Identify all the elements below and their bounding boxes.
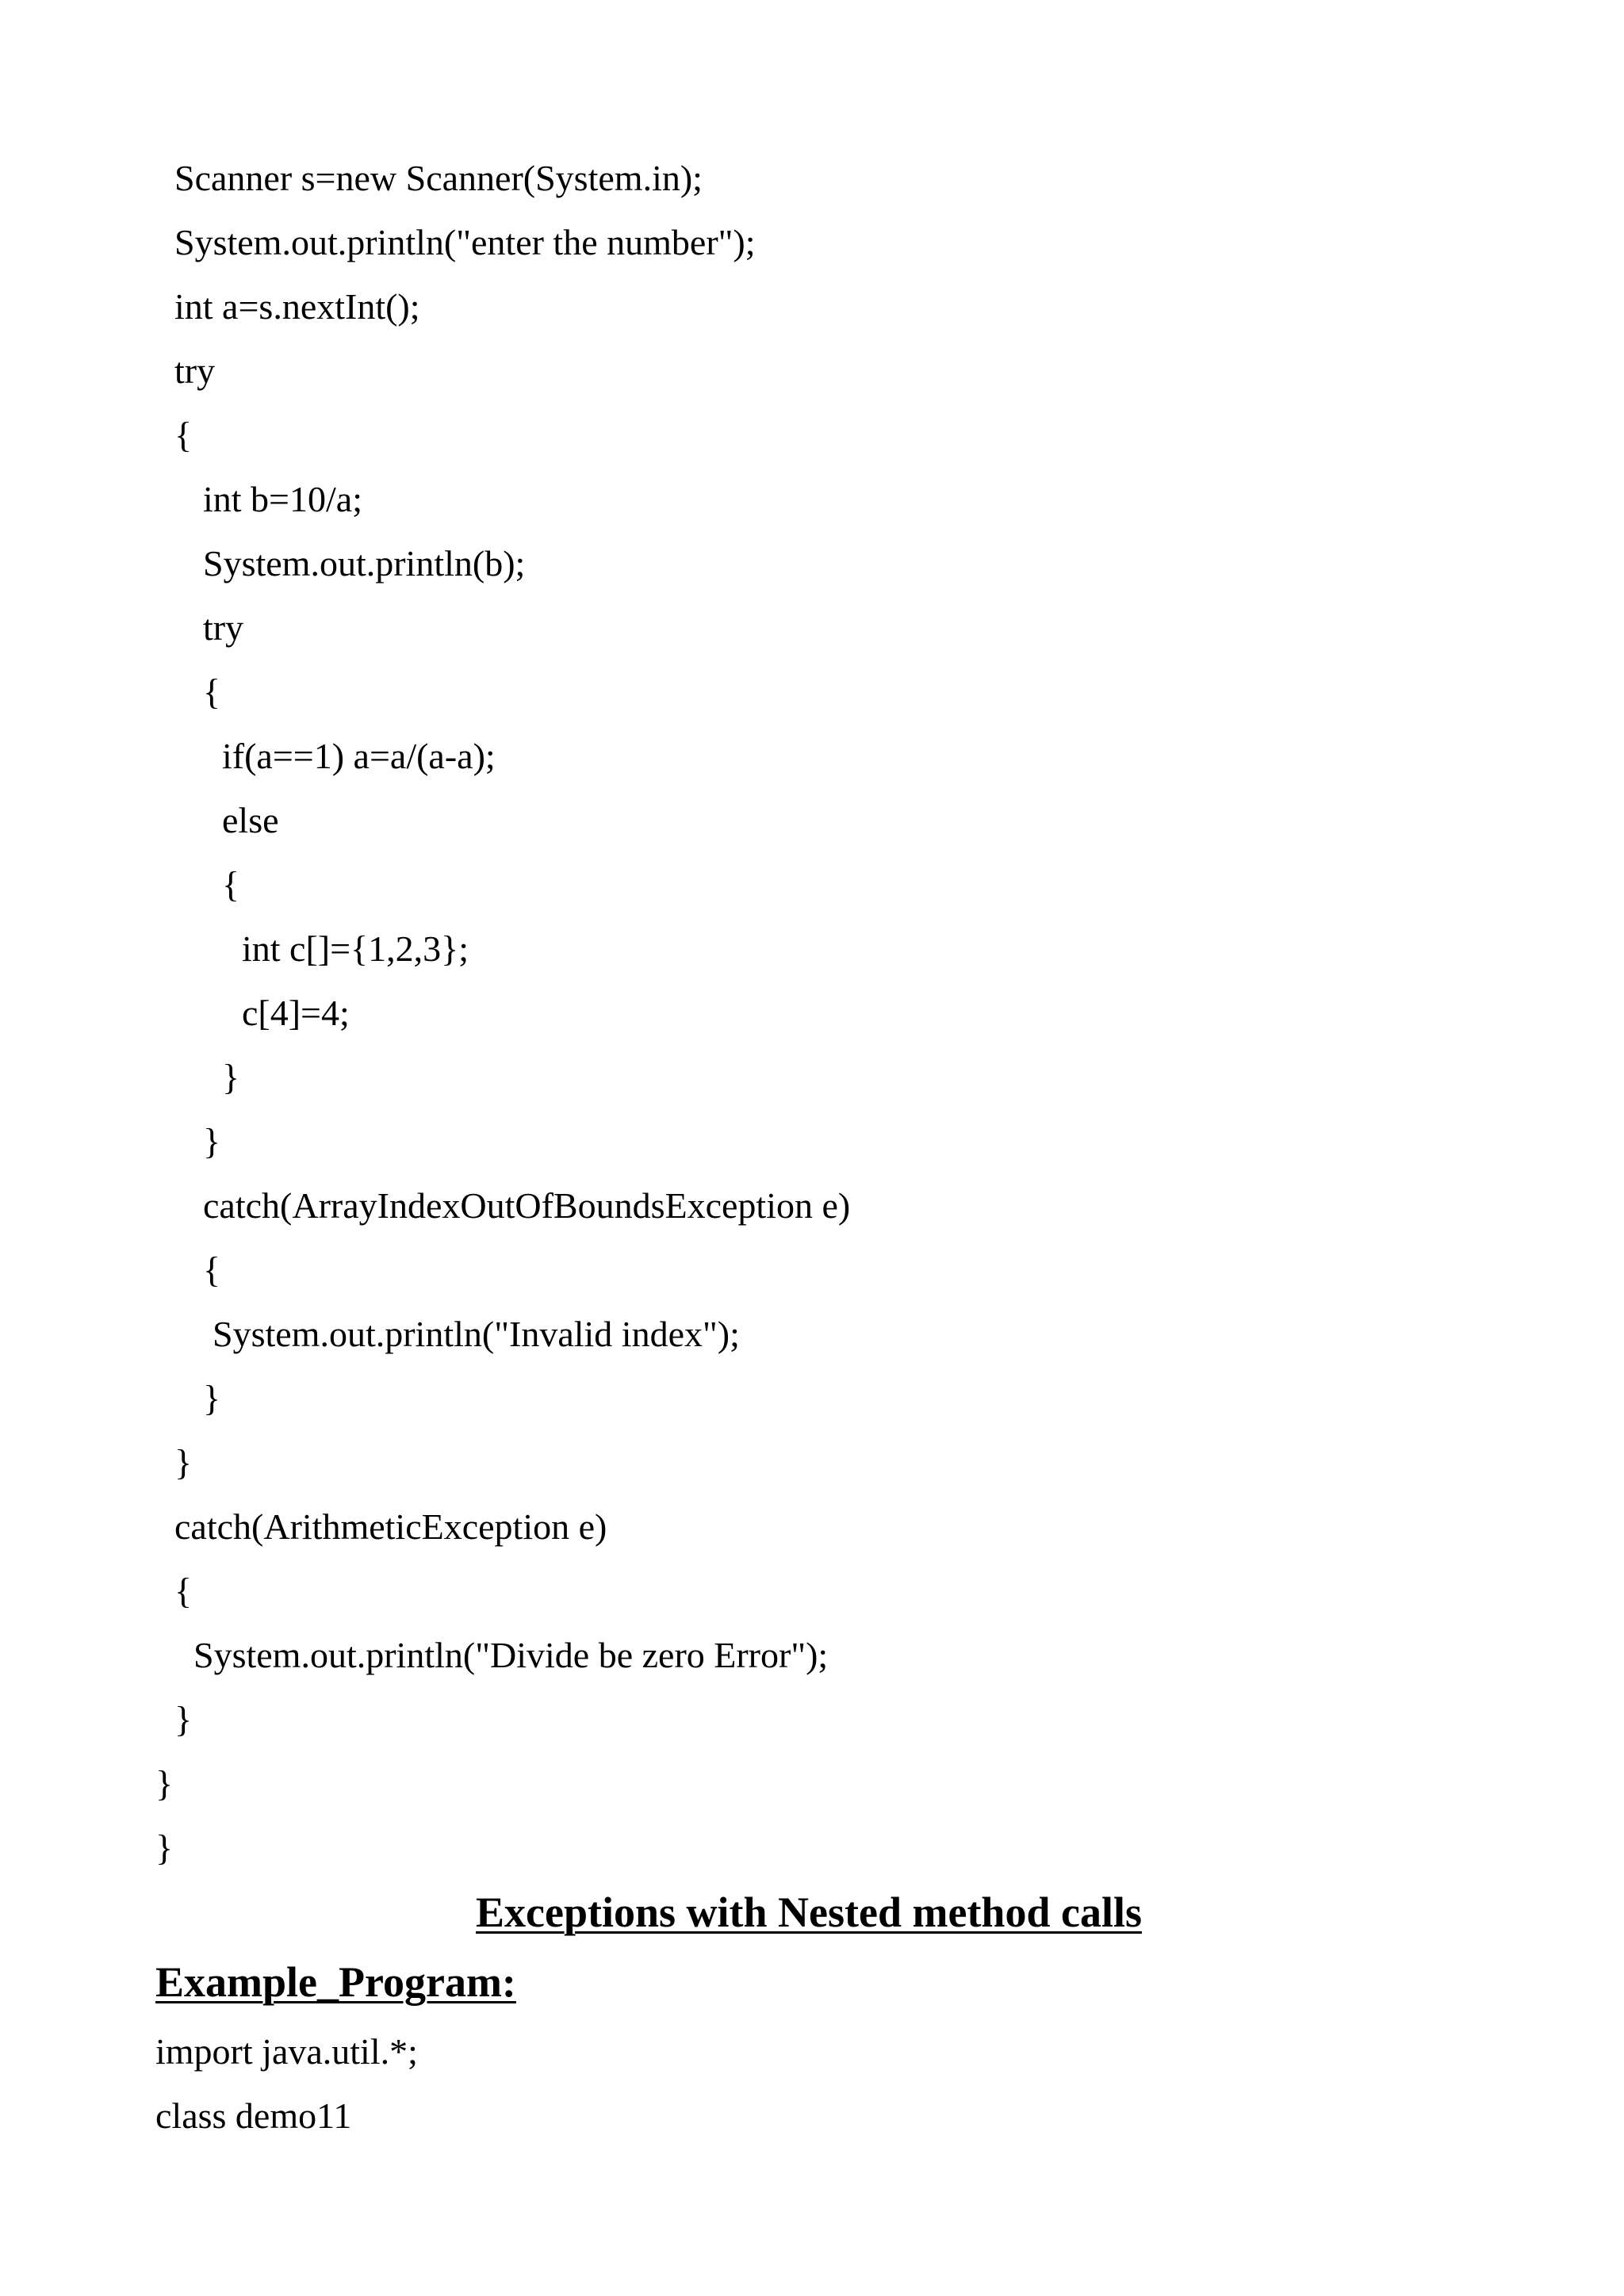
example-program-label: Example_Program:: [155, 1958, 516, 2006]
code-line: try: [174, 350, 216, 391]
code-line: class demo11: [155, 2095, 352, 2136]
code-line: }: [155, 1827, 174, 1868]
code-line: System.out.println("Invalid index");: [213, 1314, 740, 1354]
code-line: {: [174, 1571, 193, 1611]
code-line: int b=10/a;: [203, 479, 362, 519]
code-line: {: [222, 864, 240, 905]
code-line: }: [155, 1763, 174, 1804]
code-line: c[4]=4;: [242, 993, 350, 1033]
code-line: import java.util.*;: [155, 2031, 418, 2072]
code-line: }: [222, 1057, 240, 1097]
section-title: Exceptions with Nested method calls: [476, 1888, 1142, 1936]
code-line: {: [203, 672, 221, 712]
code-line: catch(ArrayIndexOutOfBoundsException e): [203, 1185, 851, 1226]
code-line: System.out.println("Divide be zero Error");: [193, 1635, 829, 1675]
code-line: }: [203, 1121, 221, 1161]
code-line: }: [174, 1442, 193, 1483]
code-line: System.out.println(b);: [203, 543, 526, 584]
code-line: int a=s.nextInt();: [174, 286, 420, 327]
code-line: System.out.println("enter the number");: [174, 222, 756, 262]
code-line: int c[]={1,2,3};: [242, 928, 469, 969]
code-line: }: [203, 1378, 221, 1418]
code-line: Scanner s=new Scanner(System.in);: [174, 158, 703, 198]
code-line: }: [174, 1699, 193, 1739]
code-line: catch(ArithmeticException e): [174, 1506, 607, 1547]
code-line: try: [203, 607, 244, 648]
code-line: if(a==1) a=a/(a-a);: [222, 736, 496, 776]
code-line: {: [174, 415, 193, 455]
code-line: {: [203, 1249, 221, 1290]
code-line: else: [222, 800, 279, 840]
